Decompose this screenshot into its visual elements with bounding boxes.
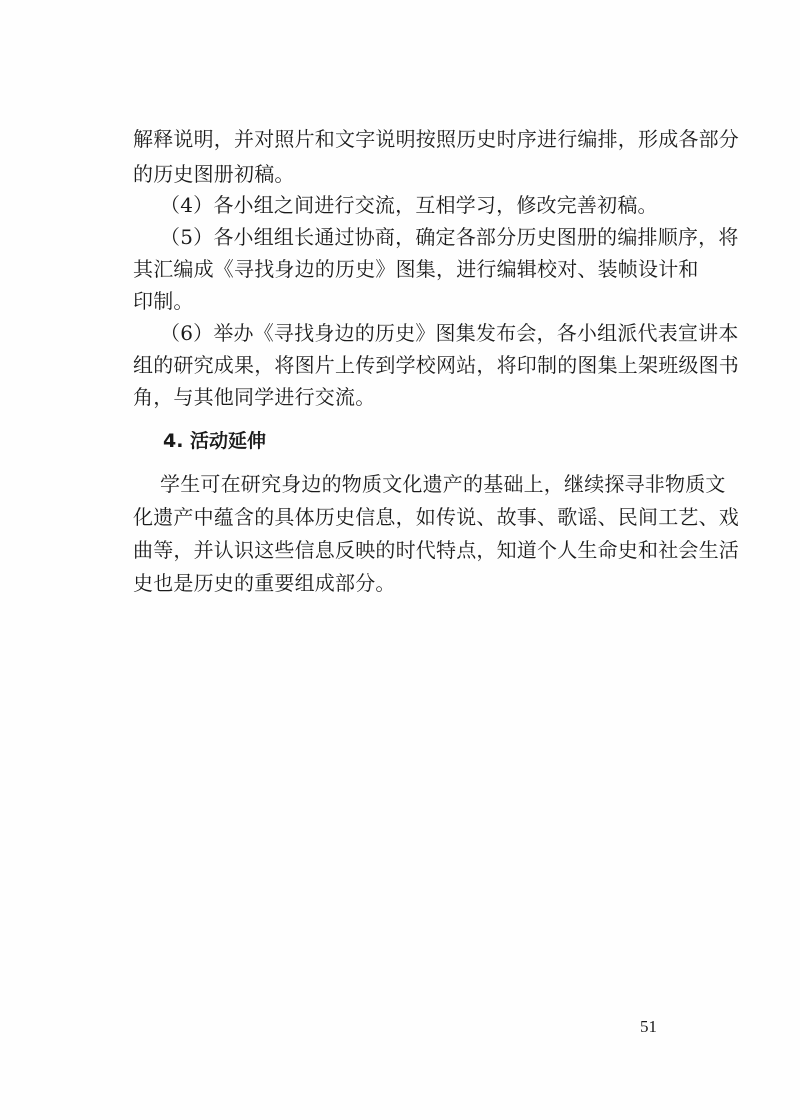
text-line: 解释说明，并对照片和文字说明按照历史时序进行编排，形成各部分 — [133, 127, 739, 151]
text-line: （6）举办《寻找身边的历史》图集发布会，各小组派代表宣讲本 — [160, 321, 739, 345]
text-line: （4）各小组之间进行交流，互相学习，修改完善初稿。 — [160, 193, 658, 217]
text-line: 组的研究成果，将图片上传到学校网站，将印制的图集上架班级图书 — [133, 353, 739, 377]
text-line: 角，与其他同学进行交流。 — [133, 385, 376, 409]
text-line: 印制。 — [133, 289, 194, 313]
text-line: 化遗产中蕴含的具体历史信息，如传说、故事、歌谣、民间工艺、戏 — [133, 505, 739, 529]
text-line: 史也是历史的重要组成部分。 — [133, 571, 396, 595]
page-number: 51 — [640, 1017, 657, 1036]
text-line: 其汇编成《寻找身边的历史》图集，进行编辑校对、装帧设计和 — [133, 257, 699, 281]
section-heading: 4. 活动延伸 — [163, 430, 267, 452]
text-line: （5）各小组组长通过协商，确定各部分历史图册的编排顺序，将 — [160, 225, 739, 249]
text-line: 曲等，并认识这些信息反映的时代特点，知道个人生命史和社会生活 — [133, 538, 739, 562]
text-line: 学生可在研究身边的物质文化遗产的基础上，继续探寻非物质文 — [160, 472, 726, 496]
text-line: 的历史图册初稿。 — [133, 162, 295, 186]
